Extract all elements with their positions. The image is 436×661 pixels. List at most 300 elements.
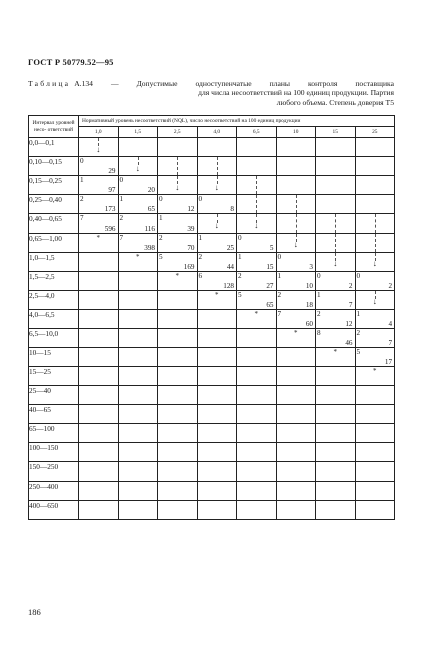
plan-cell [158,157,198,176]
plan-cell [316,328,356,347]
plan-cell [355,443,395,462]
interval-label: 2,5—4,0 [29,290,79,309]
plan-cell [158,328,198,347]
plan-cell [316,443,356,462]
down-arrow-icon: ↓ [293,240,298,250]
acceptance-number: 5 [356,348,361,357]
plan-cell [316,348,356,367]
plan-cell [118,405,158,424]
plan-cell [237,386,277,405]
plan-cell [197,176,237,195]
sample-size: 65 [266,300,274,309]
plan-cell [79,462,119,481]
sample-size: 12 [345,319,353,328]
page-number: 186 [28,607,41,617]
sample-size: 18 [305,300,313,309]
plan-cell [158,348,198,367]
acceptance-number: 5 [159,252,163,261]
plan-cell [158,424,198,443]
plan-cell [316,214,356,233]
acceptance-number: 2 [356,328,361,337]
plan-cell [79,233,119,252]
plan-cell [118,138,158,157]
table-row [29,252,395,271]
plan-cell [355,481,395,500]
dashed-line [256,176,257,194]
plan-cell [355,462,395,481]
plan-cell [316,500,356,519]
table-row [29,176,395,195]
nql-column-header: 4,0 [197,127,237,138]
sample-size: 60 [305,319,313,328]
plan-cell [355,214,395,233]
plan-cell [237,252,277,271]
plan-cell [237,176,277,195]
down-arrow-icon: ↓ [175,182,180,192]
plan-cell [237,195,277,214]
plan-cell [197,500,237,519]
plan-cell [158,271,198,290]
nql-column-header: 1,0 [79,127,119,138]
plan-cell [316,290,356,309]
plan-cell [316,367,356,386]
plan-cell [237,424,277,443]
plan-cell [79,328,119,347]
plan-cell [118,462,158,481]
table-row [29,367,395,386]
nql-column-header: 6,5 [237,127,277,138]
plan-cell [316,405,356,424]
plan-cell [158,443,198,462]
plan-cell [276,271,316,290]
sample-size: 70 [187,243,195,252]
acceptance-number: 7 [80,214,84,223]
plan-cell [237,405,277,424]
sample-size: 128 [223,281,234,290]
plan-cell [158,500,198,519]
plan-cell [197,386,237,405]
acceptance-number: 1 [119,195,124,204]
dashed-line [335,214,336,232]
table-row [29,157,395,176]
plan-cell [355,386,395,405]
sample-size: 116 [144,224,155,233]
plan-cell [79,290,119,309]
plan-cell [118,328,158,347]
plan-cell [355,367,395,386]
acceptance-number: 0 [159,195,163,204]
table-row [29,443,395,462]
sample-size: 169 [183,262,195,271]
down-arrow-icon: ↓ [96,144,101,154]
document-header: ГОСТ Р 50779.52—95 [28,57,114,67]
plan-cell [118,348,158,367]
plan-cell [118,481,158,500]
sample-size: 17 [384,358,393,367]
plan-cell [197,462,237,481]
sample-size: 7 [348,300,353,309]
plan-cell [158,462,198,481]
acceptance-number: 2 [317,309,321,318]
sample-size: 27 [266,281,274,290]
plan-cell [355,233,395,252]
plan-cell [118,157,158,176]
plan-cell [79,214,119,233]
plan-cell [197,290,237,309]
interval-label: 15—25 [29,367,79,386]
down-arrow-icon: ↓ [254,221,259,231]
acceptance-number: 0 [198,195,203,204]
interval-label: 1,0—1,5 [29,252,79,271]
plan-cell [276,290,316,309]
sample-size: 3 [309,262,313,271]
plan-cell [237,290,277,309]
interval-label: 0,15—0,25 [29,176,79,195]
plan-cell [237,462,277,481]
plan-cell [158,481,198,500]
sample-size: 173 [104,205,116,214]
table-row [29,481,395,500]
asterisk-mark: * [333,348,337,357]
plan-cell [316,157,356,176]
interval-label: 25—40 [29,386,79,405]
plan-cell [197,195,237,214]
plan-cell [158,138,198,157]
plan-cell [276,443,316,462]
plan-cell [79,386,119,405]
table-row [29,405,395,424]
plan-cell [118,252,158,271]
plan-cell [79,138,119,157]
acceptance-number: 1 [277,271,282,280]
sample-size: 12 [187,205,195,214]
acceptance-number: 0 [238,233,242,242]
plan-cell [79,424,119,443]
acceptance-number: 2 [80,195,84,204]
plan-cell [197,443,237,462]
acceptance-number: 0 [80,157,84,166]
plan-cell [158,176,198,195]
nql-header: Нормативный уровень несоответствий (NQL), число несоответствий на 100 единиц продукции [79,116,395,127]
plan-cell [237,367,277,386]
plan-cell [237,328,277,347]
sample-size: 15 [266,262,274,271]
caption-line-1: А.134 — Допустимые одноступенчатые планы контроля поставщика [74,79,394,88]
interval-label: 0,65—1,00 [29,233,79,252]
table-row [29,290,395,309]
plan-cell [316,271,356,290]
plan-cell [79,348,119,367]
sample-size: 5 [269,243,274,252]
plan-cell [316,176,356,195]
sample-size: 398 [144,243,155,252]
plan-cell [316,481,356,500]
interval-label: 1,5—2,5 [29,271,79,290]
plan-cell [276,424,316,443]
plan-cell [79,405,119,424]
plan-cell [197,405,237,424]
sample-size: 97 [108,186,116,195]
plan-cell [158,367,198,386]
plan-cell [118,309,158,328]
plan-cell [276,309,316,328]
interval-label: 0,0—0,1 [29,138,79,157]
nql-column-header: 10 [276,127,316,138]
plan-cell [355,138,395,157]
plan-cell [158,195,198,214]
plan-cell [355,424,395,443]
acceptance-number: 1 [317,290,321,299]
acceptance-number: 1 [80,176,84,185]
plan-cell [355,328,395,347]
interval-label: 65—100 [29,424,79,443]
table-row [29,424,395,443]
interval-label: 0,40—0,65 [29,214,79,233]
down-arrow-icon: ↓ [372,297,377,307]
plan-cell [158,233,198,252]
plan-cell [355,290,395,309]
caption-line-2: для числа несоответствий на 100 единиц продукции. Партия [198,88,394,98]
sample-size: 10 [305,281,313,290]
plan-cell [79,443,119,462]
sample-size: 20 [147,186,155,195]
plan-cell [355,195,395,214]
plan-cell [316,424,356,443]
dashed-line [375,234,376,252]
plan-cell [79,367,119,386]
plan-cell [118,290,158,309]
asterisk-mark: * [373,367,377,376]
asterisk-mark: * [254,309,258,318]
asterisk-mark: * [294,328,298,337]
sample-size: 29 [108,167,116,176]
down-arrow-icon: ↓ [135,163,140,173]
interval-label: 4,0—6,5 [29,309,79,328]
plan-cell [118,271,158,290]
acceptance-number: 0 [119,176,124,185]
interval-label: 40—65 [29,405,79,424]
sample-size: 8 [230,205,234,214]
plan-cell [118,214,158,233]
sample-size: 4 [388,319,393,328]
plan-cell [276,462,316,481]
nql-column-header: 15 [316,127,356,138]
plan-cell [118,386,158,405]
plan-cell [118,443,158,462]
interval-label: 150—250 [29,462,79,481]
plan-cell [197,328,237,347]
plan-cell [197,138,237,157]
plan-cell [276,405,316,424]
plan-cell [237,271,277,290]
interval-label: 10—15 [29,348,79,367]
sample-size: 39 [187,224,195,233]
acceptance-number: 2 [198,252,203,261]
plan-cell [237,138,277,157]
plan-cell [197,367,237,386]
nql-column-header: 2,5 [158,127,198,138]
plan-cell [158,290,198,309]
table-row [29,271,395,290]
sample-size: 7 [388,339,393,348]
plan-cell [79,309,119,328]
plan-cell [355,348,395,367]
acceptance-number: 0 [356,271,361,280]
plan-cell [197,424,237,443]
acceptance-number: 1 [238,252,242,261]
plan-cell [276,386,316,405]
table-row [29,328,395,347]
plan-cell [158,252,198,271]
plan-cell [276,176,316,195]
acceptance-number: 7 [119,233,124,242]
acceptance-number: 2 [119,214,124,223]
dashed-line [296,195,297,213]
plan-cell [276,214,316,233]
plan-cell [118,195,158,214]
asterisk-mark: * [215,290,219,299]
asterisk-mark: * [96,233,100,242]
sample-size: 2 [388,281,393,290]
interval-label: 0,25—0,40 [29,195,79,214]
plan-cell [79,271,119,290]
acceptance-number: 1 [198,233,203,242]
sample-size: 25 [226,243,234,252]
caption-line-3: любого объема. Степень доверия Т5 [276,97,394,107]
plan-cell [316,386,356,405]
plan-cell [79,157,119,176]
plan-cell [118,367,158,386]
table-caption [28,79,394,107]
sample-size: 596 [104,224,116,233]
acceptance-number: 7 [277,309,282,318]
plan-cell [316,462,356,481]
table-row [29,214,395,233]
acceptance-number: 2 [238,271,242,280]
plan-cell [276,367,316,386]
interval-label: 100—150 [29,443,79,462]
plan-cell [276,157,316,176]
plan-cell [197,252,237,271]
plan-cell [276,328,316,347]
table-row [29,138,395,157]
plan-cell [316,309,356,328]
plan-cell [355,252,395,271]
plan-cell [79,195,119,214]
plan-cell [316,233,356,252]
plan-cell [158,214,198,233]
plan-cell [118,233,158,252]
plan-cell [276,481,316,500]
plan-cell [158,309,198,328]
table-row [29,309,395,328]
table-row [29,500,395,519]
down-arrow-icon: ↓ [214,221,219,231]
table-row [29,386,395,405]
plan-cell [237,348,277,367]
plan-cell [276,195,316,214]
plan-cell [197,214,237,233]
plan-cell [276,252,316,271]
dashed-line [177,157,178,175]
down-arrow-icon: ↓ [372,259,377,269]
sample-size: 2 [348,281,353,290]
sample-size: 65 [147,205,155,214]
acceptance-number: 2 [159,233,163,242]
plan-cell [276,138,316,157]
plan-cell [118,500,158,519]
acceptance-number: 0 [277,252,282,261]
plan-cell [355,309,395,328]
table-row [29,195,395,214]
nql-column-header: 25 [355,127,395,138]
interval-label: 400—650 [29,500,79,519]
plan-cell [237,500,277,519]
plan-cell [355,176,395,195]
interval-label: 250—400 [29,481,79,500]
plan-cell [79,481,119,500]
plan-cell [316,138,356,157]
dashed-line [256,195,257,213]
interval-label: 6,5—10,0 [29,328,79,347]
sampling-plan-table [28,115,395,520]
plan-cell [355,271,395,290]
dashed-line [375,214,376,232]
dashed-line [296,214,297,232]
acceptance-number: 1 [356,309,361,318]
plan-cell [79,500,119,519]
asterisk-mark: * [175,271,179,280]
nql-column-header: 1,5 [118,127,158,138]
plan-cell [276,233,316,252]
acceptance-number: 8 [317,328,321,337]
acceptance-number: 6 [198,271,203,280]
plan-cell [237,443,277,462]
plan-cell [355,157,395,176]
plan-cell [316,195,356,214]
plan-cell [276,500,316,519]
plan-cell [237,233,277,252]
plan-cell [79,176,119,195]
caption-label: Таблица [28,79,71,88]
plan-cell [197,348,237,367]
plan-cell [276,348,316,367]
plan-cell [355,405,395,424]
plan-cell [79,252,119,271]
plan-cell [118,424,158,443]
acceptance-number: 5 [238,290,242,299]
plan-cell [237,309,277,328]
dashed-line [335,234,336,252]
plan-cell [197,271,237,290]
acceptance-number: 1 [159,214,163,223]
plan-cell [197,309,237,328]
table-row [29,233,395,252]
table-row [29,348,395,367]
acceptance-number: 0 [317,271,321,280]
down-arrow-icon: ↓ [333,259,338,269]
interval-label: 0,10—0,15 [29,157,79,176]
plan-cell [316,252,356,271]
plan-cell [197,157,237,176]
acceptance-number: 2 [277,290,282,299]
asterisk-mark: * [136,252,140,261]
plan-cell [355,500,395,519]
plan-cell [237,214,277,233]
plan-cell [158,405,198,424]
plan-cell [237,481,277,500]
plan-cell [118,176,158,195]
